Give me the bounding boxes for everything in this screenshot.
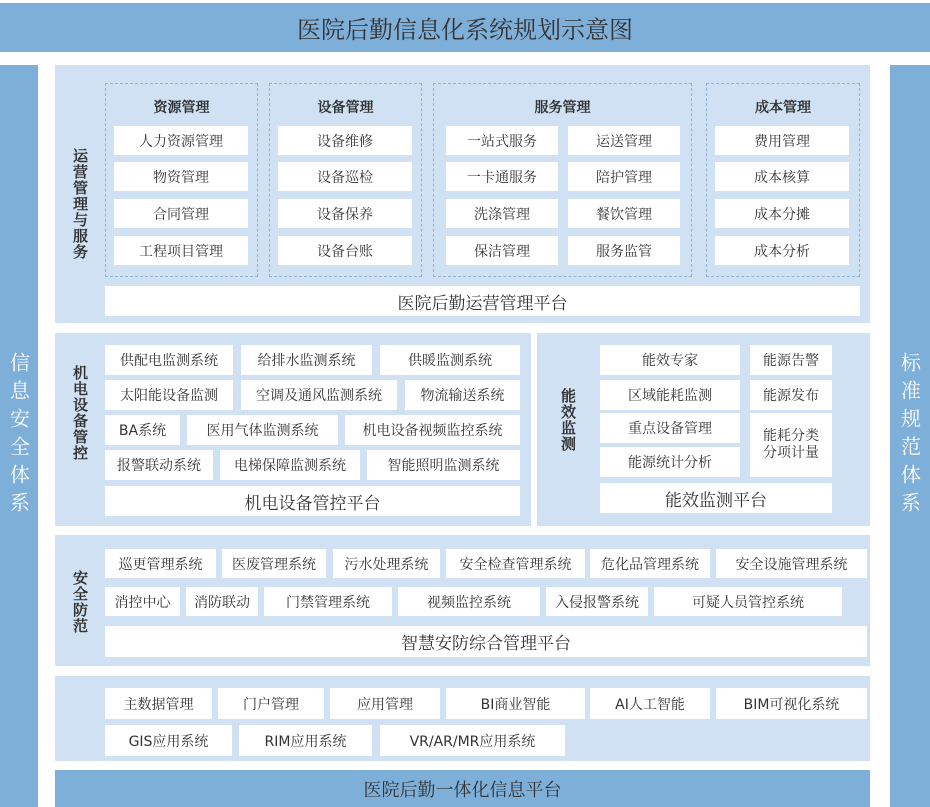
- module-box: 设备保养: [278, 199, 412, 228]
- bottom-platform-bar: [55, 770, 870, 807]
- app-box: BI商业智能: [446, 688, 585, 719]
- app-box: 门户管理: [218, 688, 324, 719]
- app-box: AI人工智能: [590, 688, 710, 719]
- system-box: 物流输送系统: [405, 380, 520, 410]
- module-box: 物资管理: [114, 162, 248, 191]
- module-box: 成本分析: [715, 236, 849, 265]
- group-title: 设备管理: [317, 100, 374, 116]
- system-box: 可疑人员管控系统: [654, 587, 842, 616]
- system-box: 危化品管理系统: [590, 549, 710, 578]
- standards-bar: [890, 65, 930, 807]
- energy-box: 能耗分类 分项计量: [750, 413, 832, 477]
- system-box: BA系统: [105, 415, 180, 445]
- app-box: 应用管理: [330, 688, 440, 719]
- diagram-title: 医院后勤信息化系统规划示意图: [297, 16, 633, 44]
- app-box: 主数据管理: [105, 688, 212, 719]
- group-title: 资源管理: [153, 100, 210, 116]
- system-box: 供配电监测系统: [105, 345, 233, 375]
- module-box: 一站式服务: [446, 126, 558, 155]
- module-box: 陪护管理: [568, 162, 680, 191]
- system-box: 机电设备视频监控系统: [345, 415, 520, 445]
- system-box: 电梯保障监测系统: [220, 450, 360, 480]
- energy-box: 区域能耗监测: [600, 380, 740, 410]
- energy-platform: 能效监测平台: [600, 483, 832, 513]
- energy-box: 能源统计分析: [600, 447, 740, 477]
- system-box: 供暖监测系统: [380, 345, 520, 375]
- module-box: 费用管理: [715, 126, 849, 155]
- app-box: RIM应用系统: [239, 725, 372, 756]
- info-security-bar: [0, 65, 38, 807]
- system-box: 消控中心: [105, 587, 180, 616]
- module-box: 设备台账: [278, 236, 412, 265]
- system-box: 巡更管理系统: [105, 549, 216, 578]
- group-title: 服务管理: [534, 100, 591, 116]
- module-box: 运送管理: [568, 126, 680, 155]
- system-box: 医废管理系统: [222, 549, 326, 578]
- info-security-label: 信息安全体系: [6, 352, 31, 520]
- module-box: 洗涤管理: [446, 199, 558, 228]
- system-box: 智能照明监测系统: [367, 450, 520, 480]
- system-box: 报警联动系统: [105, 450, 213, 480]
- system-box: 安全设施管理系统: [716, 549, 867, 578]
- module-box: 工程项目管理: [114, 236, 248, 265]
- system-box: 医用气体监测系统: [187, 415, 338, 445]
- system-box: 入侵报警系统: [546, 587, 648, 616]
- system-box: 安全检查管理系统: [446, 549, 585, 578]
- app-box: GIS应用系统: [105, 725, 232, 756]
- mep-platform: 机电设备管控平台: [105, 486, 520, 516]
- mep-label: 机电设备管控: [71, 365, 89, 461]
- system-box: 污水处理系统: [333, 549, 440, 578]
- module-box: 一卡通服务: [446, 162, 558, 191]
- module-box: 餐饮管理: [568, 199, 680, 228]
- bottom-platform-label: 医院后勤一体化信息平台: [363, 779, 562, 801]
- energy-box: 能源告警: [750, 345, 832, 375]
- ops-label: 运营管理与服务: [71, 148, 89, 260]
- standards-label: 标准规范体系: [897, 352, 922, 520]
- system-box: 太阳能设备监测: [105, 380, 233, 410]
- system-box: 空调及通风监测系统: [241, 380, 397, 410]
- group-title: 成本管理: [755, 100, 811, 116]
- title-bar: [0, 3, 930, 52]
- ops-platform: 医院后勤运营管理平台: [105, 286, 860, 316]
- module-box: 成本分摊: [715, 199, 849, 228]
- app-box: BIM可视化系统: [716, 688, 867, 719]
- system-box: 门禁管理系统: [264, 587, 392, 616]
- system-box: 视频监控系统: [398, 587, 540, 616]
- security-platform: 智慧安防综合管理平台: [105, 626, 867, 657]
- module-box: 保洁管理: [446, 236, 558, 265]
- module-box: 服务监管: [568, 236, 680, 265]
- module-box: 成本核算: [715, 162, 849, 191]
- module-box: 人力资源管理: [114, 126, 248, 155]
- energy-box: 能效专家: [600, 345, 740, 375]
- energy-label: 能效监测: [559, 388, 577, 452]
- energy-box: 重点设备管理: [600, 413, 740, 443]
- system-box: 给排水监测系统: [241, 345, 372, 375]
- module-box: 设备巡检: [278, 162, 412, 191]
- module-box: 合同管理: [114, 199, 248, 228]
- energy-box: 能源发布: [750, 380, 832, 410]
- module-box: 设备维修: [278, 126, 412, 155]
- app-box: VR/AR/MR应用系统: [380, 725, 565, 756]
- system-box: 消防联动: [186, 587, 258, 616]
- security-label: 安全防范: [71, 570, 89, 634]
